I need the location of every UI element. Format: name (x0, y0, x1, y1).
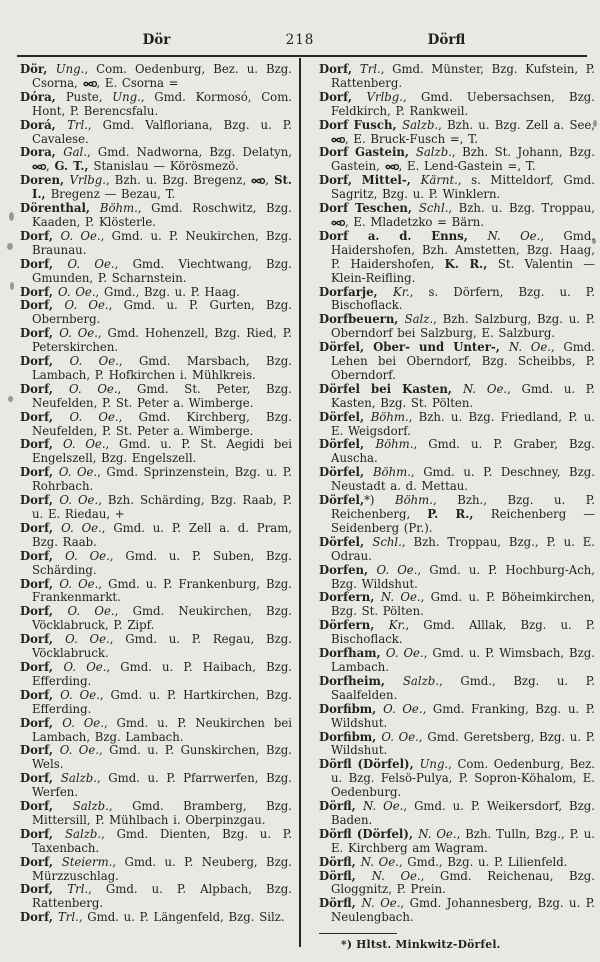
bold-text: Dorf, (20, 799, 73, 814)
posthorn-icon (385, 163, 399, 171)
entry-text: , Gmd. Roschwitz, Bzg. Kaaden, P. Klösterle. (32, 201, 292, 229)
entry-text: , E. Mladetzko = Bärn. (345, 214, 485, 229)
bold-text: Dörenthal, (20, 201, 100, 216)
entry-text: , Gmd. Sprinzenstein, Bzg. u. P. Rohrbach. (32, 465, 292, 494)
bold-text: Dorf, (20, 659, 64, 674)
entry-text: , Gmd. u. P. Böheimkirchen, Bzg. St. Pölten. (331, 590, 595, 619)
entry (20, 605, 292, 633)
entry-text: , Gmd. u. P. Haibach, Bzg. Efferding. (32, 659, 293, 688)
region-abbr: Salzb. (402, 117, 439, 132)
entry-text: , Gmd. u. P. Kasten, Bzg. St. Pölten. (331, 381, 595, 410)
region-abbr: N. Oe. (360, 854, 399, 869)
entry (20, 661, 292, 689)
entry-text: , Gmd. Marsbach, Bzg. Lambach, P. Hofkirchen i. Mühlkreis. (32, 354, 292, 382)
entry (319, 800, 595, 828)
entry (319, 202, 595, 230)
entry (20, 230, 292, 258)
bold-text: Dörfel, (319, 409, 371, 424)
entry (319, 591, 595, 619)
region-abbr: O. Oe. (58, 284, 96, 299)
entry-text: , Gmd. Uebersachsen, Bzg. Feldkirch, P. Rankweil. (331, 89, 595, 118)
entry (20, 411, 292, 439)
bold-text: Dorf, (20, 576, 60, 591)
entry-text: , Gmd. Nadworna, Bzg. Delatyn, (87, 145, 292, 160)
bold-text: Dorf Fusch, (319, 117, 403, 132)
entry (20, 883, 292, 911)
posthorn-icon (251, 177, 265, 185)
region-abbr: Schl. (372, 534, 402, 549)
posthorn-icon (32, 163, 46, 171)
entry (319, 63, 595, 91)
entry-text: , Gmd. Neukirchen, Bzg. Vöcklabruck, P. Zipf. (32, 604, 293, 633)
entry (20, 828, 292, 856)
region-abbr: O. Oe. (59, 493, 99, 508)
bold-text: Dorf, (319, 62, 360, 76)
bold-text: Dorf Teschen, (319, 201, 419, 216)
entry (319, 619, 595, 647)
entry (20, 202, 292, 230)
region-abbr: O. Oe. (63, 437, 106, 452)
entry (319, 119, 595, 147)
region-abbr: Böhm. (395, 493, 433, 508)
entry-text: , Bzh. St. Johann, Bzg. Gastein, (331, 145, 595, 174)
entry-text: , Gmd. u. P. Weikersdorf, Bzg. Baden. (331, 799, 595, 827)
region-abbr: Ung. (419, 757, 449, 772)
bold-text: Dorf, (319, 89, 367, 104)
posthorn-icon (331, 136, 345, 144)
entry (319, 564, 595, 592)
region-abbr: O. Oe. (64, 298, 109, 313)
entry-text: , Gmd. u. P. Graber, Bzg. Auscha. (331, 437, 595, 466)
bold-text: Dorfbeuern, (319, 312, 405, 327)
bold-text: Dörfel, (319, 437, 376, 452)
entry (20, 286, 292, 300)
entry-text: Puste, (65, 89, 113, 104)
bold-text: Dorf, (20, 228, 61, 243)
region-abbr: N. Oe. (487, 228, 541, 243)
entry-text: , Gmd. Münster, Bzg. Kufstein, P. Rattenberg. (331, 62, 595, 90)
bold-text: Dorfibm, (319, 701, 384, 716)
entry (319, 897, 595, 925)
bold-text: Dorf, (20, 604, 68, 619)
region-abbr: Steierm. (61, 854, 113, 869)
entry (319, 870, 595, 898)
region-abbr: O. Oe. (381, 729, 419, 744)
region-abbr: O. Oe. (69, 354, 119, 369)
entry-text: , Gmd. Kormosó, Com. Hont, P. Berencsfalu. (32, 89, 292, 118)
page-number: 218 (285, 32, 315, 48)
region-abbr: O. Oe. (69, 409, 119, 424)
entry (319, 675, 595, 703)
entry-text: , Com. Oedenburg, Bez. u. Bzg. Felsö-Pulya, P. Sopron-Köhalom, E. Oedenburg. (331, 757, 595, 800)
region-abbr: O. Oe. (65, 632, 110, 647)
entry-text: , Gmd. Lehen bei Oberndorf, Bzg. Scheibbs, P. Oberndorf. (331, 340, 596, 382)
entry-text: , Gmd. u. P. Neukirchen bei Lambach, Bzg. Lambach. (32, 715, 292, 744)
region-abbr: Salzb. (72, 799, 109, 814)
entry (319, 494, 595, 536)
entry-text: , (46, 159, 55, 174)
entry (319, 438, 595, 466)
bold-text: Dorf, (20, 548, 66, 563)
region-abbr: Trl. (359, 62, 381, 76)
entry-text: , Bzh. Troppau, Bzg., P. u. E. Odrau. (331, 534, 595, 563)
entry-text: , Bzh. Schärding, Bzg. Raab, P. u. E. Riedau, + (32, 493, 292, 521)
bold-text: Dorf, (20, 284, 58, 299)
region-abbr: Schl. (418, 201, 449, 216)
bold-text: Dorá, (20, 117, 68, 132)
bold-text: Dorf, (20, 437, 63, 452)
entry (20, 522, 292, 550)
entry (319, 313, 595, 341)
entry (20, 856, 292, 884)
entry (20, 550, 292, 578)
bold-text: Dorfen, (319, 562, 377, 577)
bold-text: Dörfel, Ober- und Unter-, (319, 340, 509, 355)
bold-text: Dörfern, (319, 618, 389, 633)
entry (319, 758, 595, 800)
entry (319, 286, 595, 314)
bold-text: Dorf Gastein, (319, 145, 416, 160)
entry (319, 383, 595, 411)
bold-text: Dorfheim, (319, 673, 403, 688)
region-abbr: O. Oe. (65, 548, 110, 563)
region-abbr: Salzb. (60, 771, 97, 786)
entry (20, 146, 292, 174)
bold-text: Dorf, (20, 520, 62, 535)
bold-text: Dorf, (20, 826, 66, 841)
entry-text: , Gmd. u. P. Alpbach, Bzg. Rattenberg. (32, 882, 292, 911)
entry-text: , Gmd. Geretsberg, Bzg. u. P. Wildshut. (331, 729, 596, 758)
entry-text: , Gmd. u. P. Wimsbach, Bzg. Lambach. (331, 646, 595, 674)
entry-text: , Com. Oedenburg, Bez. u. Bzg. Csorna, (32, 62, 292, 90)
region-abbr: Salzb. (415, 145, 452, 160)
entry-text: , Gmd. Franking, Bzg. u. P. Wildshut. (331, 701, 595, 730)
entry (20, 174, 292, 202)
entry-text: , Gmd., Bzg. u. P. Lilienfeld. (398, 854, 568, 869)
header-right-keyword: Dörfl (427, 32, 466, 48)
bold-text: Dörfl, (319, 799, 363, 814)
entry-text: , Gmd. u. P. Gurten, Bzg. Obernberg. (32, 298, 292, 327)
bold-text: Dorf, (20, 409, 70, 424)
entry (319, 536, 595, 564)
bold-text: Dörfl, (319, 854, 361, 869)
region-abbr: Salzb. (65, 826, 102, 841)
entry-text: , Gmd. Johannesberg, Bzg. u. P. Neulengbach. (331, 896, 595, 925)
bold-text: Dorf, (20, 326, 60, 341)
entry (319, 828, 595, 856)
entry (319, 731, 595, 759)
entry (319, 856, 595, 870)
entry-text: , Gmd. u. P. Zell a. d. Pram, Bzg. Raab. (32, 520, 292, 549)
region-abbr: O. Oe. (60, 228, 101, 243)
entry (20, 633, 292, 661)
entry-text: , Gmd. u. P. Suben, Bzg. Schärding. (32, 548, 292, 577)
entry-text: , Gmd. u. P. Hochburg-Ach, Bzg. Wildshut. (331, 562, 595, 591)
bold-text: Dorf, (20, 632, 66, 647)
header-left-keyword: Dör (142, 32, 171, 48)
entry-text: , Gmd. u. P. Pfarrwerfen, Bzg. Werfen. (32, 771, 293, 800)
region-abbr: Ung. (55, 62, 85, 76)
entry-text: , Gmd. u. P. Neukirchen, Bzg. Braunau. (32, 228, 292, 257)
bold-text: Dorf, (20, 298, 65, 313)
entry (319, 230, 595, 286)
text-columns (20, 62, 596, 952)
region-abbr: Vrlbg. (366, 89, 403, 104)
entry (319, 411, 595, 439)
region-abbr: N. Oe. (462, 381, 508, 396)
bold-text: Dörfel, (319, 465, 373, 480)
header-rule (17, 55, 587, 57)
bold-text: Dorf a. d. Enns, (319, 228, 488, 243)
entry (20, 91, 292, 119)
entry-text: , Bzh., Bzg. u. P. Reichenberg, (331, 493, 595, 521)
entry (20, 355, 292, 383)
bold-text: Dora, (20, 145, 64, 160)
column-right-entries (319, 63, 595, 951)
entry (20, 438, 292, 466)
entry (319, 466, 595, 494)
bold-text: Dorf, (20, 771, 61, 786)
entry (20, 744, 292, 772)
entry-text: , Bzh. Salzburg, Bzg. u. P. Oberndorf bei Salzburg, E. Salzburg. (331, 312, 595, 341)
region-abbr: Salzb. (402, 673, 439, 688)
bold-text: Dör, (20, 62, 56, 76)
bold-text: Dóra, (20, 89, 66, 104)
region-abbr: Böhm. (375, 437, 414, 452)
entry (319, 647, 595, 675)
region-abbr: O. Oe. (67, 256, 115, 271)
bold-text: Dörfl (Dörfel), (319, 826, 419, 841)
bold-text: Dorf, (20, 910, 58, 925)
entry (20, 689, 292, 717)
bold-text: Dörfel, (319, 493, 365, 508)
entry-text: , Gmd. Hohenzell, Bzg. Ried, P. Peterskirchen. (32, 326, 292, 355)
region-abbr: O. Oe. (383, 701, 423, 716)
column-left-entries (20, 63, 292, 951)
entry-text: *) (364, 493, 396, 508)
bold-text: Dorf, (20, 882, 68, 897)
posthorn-icon (83, 80, 97, 88)
entry-text: , Gmd. u. P. Regau, Bzg. Vöcklabruck. (32, 632, 292, 661)
entry-text: , Bzh. Tulln, Bzg., P. u. E. Kirchberg am Wagram. (331, 826, 595, 855)
region-abbr: N. Oe. (361, 896, 401, 911)
region-abbr: Kr. (388, 618, 406, 633)
entry-text: , Gmd. Bramberg, Bzg. Mittersill, P. Mühlbach i. Oberpinzgau. (32, 799, 293, 827)
entry-text: , Gmd. Reichenau, Bzg. Gloggnitz, P. Prein. (331, 868, 595, 897)
region-abbr: Kr. (393, 284, 410, 299)
bold-text: Dorf, (20, 687, 61, 702)
entry-text: , Bzh. u. Bzg. Troppau, (448, 201, 596, 216)
entry (20, 800, 292, 828)
bold-text: Dorf, (20, 354, 70, 369)
bold-text: G. T., (54, 159, 94, 174)
region-abbr: O. Oe. (61, 520, 102, 535)
region-abbr: Ung. (112, 89, 141, 104)
entry-text: , Gmd. Valfloriana, Bzg. u. P. Cavalese. (32, 117, 292, 146)
bold-text: P. R., (427, 507, 491, 521)
bold-text: Dorf, (20, 854, 62, 869)
bold-text: Dorfibm, (319, 729, 382, 744)
region-abbr: Böhm. (370, 409, 409, 424)
entry (319, 341, 595, 383)
entry-text: St. Valentin — Klein-Reifling. (331, 256, 595, 285)
region-abbr: O. Oe. (376, 562, 418, 577)
entry (20, 119, 292, 147)
region-abbr: N. Oe. (508, 340, 551, 355)
entry (20, 578, 292, 606)
entry-text: Reichenberg — Seidenberg (Pr.). (331, 507, 595, 535)
bold-text: Dörfl, (319, 868, 372, 883)
entry-text: , E. Csorna = (96, 75, 179, 90)
running-head (0, 32, 600, 52)
entry (20, 327, 292, 355)
bold-text: Doren, (20, 173, 70, 188)
posthorn-icon (331, 219, 345, 227)
entry-text: , Gmd. Haidershofen, Bzh. Amstetten, Bzg. Haag, P. Haidershofen, (331, 228, 596, 271)
entry-text: , Gmd., Bzg. u. P. Haag. (95, 284, 240, 299)
entry-text: Stanislau — Körösmezö. (93, 159, 239, 174)
region-abbr: O. Oe. (69, 381, 118, 396)
bold-text: K. R., (444, 256, 498, 271)
footnote-rule (319, 933, 397, 934)
entry (319, 91, 595, 119)
bold-text: Dorf, (20, 256, 68, 271)
entry (20, 772, 292, 800)
bold-text: Dörfl, (319, 896, 362, 911)
region-abbr: Gal. (63, 145, 88, 160)
region-abbr: O. Oe. (60, 687, 100, 702)
entry-text: , Gmd. Kirchberg, Bzg. Neufelden, P. St. Peter a. Wimberge. (32, 409, 293, 438)
entry-text: , s. Mitteldorf, Gmd. Sagritz, Bzg. u. P. Winklern. (331, 173, 595, 202)
entry-text: , Gmd. u. P. St. Aegidi bei Engelszell, Bzg. Engelszell. (32, 437, 292, 466)
bold-text: Dorfarje, (319, 284, 394, 299)
region-abbr: N. Oe. (418, 826, 457, 841)
footnote: *) Hltst. Minkwitz-Dörfel. (341, 938, 501, 952)
region-abbr: Böhm. (99, 201, 138, 216)
region-abbr: Salz. (404, 312, 434, 327)
entry (20, 299, 292, 327)
region-abbr: O. Oe. (385, 646, 424, 661)
bold-text: Dörfel, (319, 534, 373, 549)
bold-text: St. I., (32, 173, 292, 202)
region-abbr: Trl. (67, 117, 88, 132)
region-abbr: Böhm. (372, 465, 411, 480)
region-abbr: O. Oe. (59, 576, 99, 591)
entry-text: , Gmd. St. Peter, Bzg. Neufelden, P. St. Peter a. Wimberge. (32, 381, 292, 410)
bold-text: Dorfern, (319, 590, 381, 605)
bold-text: Dörfel bei Kasten, (319, 381, 463, 396)
bold-text: Dorf, (20, 381, 69, 396)
entry (20, 383, 292, 411)
entry (20, 494, 292, 522)
region-abbr: Vrlbg. (69, 173, 106, 188)
entry-text: , Gmd. u. P. Neuberg, Bzg. Mürzzuschlag. (32, 854, 293, 883)
entry-text: , Gmd. Viechtwang, Bzg. Gmunden, P. Scharnstein. (32, 256, 292, 285)
entry-text: , E. Lend-Gastein =, T. (398, 159, 536, 174)
region-abbr: N. Oe. (362, 799, 404, 814)
region-abbr: Trl. (58, 910, 79, 925)
region-abbr: O. Oe. (62, 715, 104, 730)
region-abbr: Kärnt. (420, 173, 458, 188)
entry-text: , Gmd. u. P. Frankenburg, Bzg. Frankenmarkt. (32, 576, 292, 605)
entry-text: , (265, 173, 275, 188)
entry-text: , s. Dörfern, Bzg. u. P. Bischoflack. (331, 284, 595, 313)
entry-text: , Bzh. u. Bzg. Bregenz, (106, 173, 252, 188)
entry (319, 146, 595, 174)
region-abbr: O. Oe. (59, 743, 100, 758)
bold-text: Dorfham, (319, 646, 386, 661)
bold-text: Dorf, (20, 465, 59, 480)
entry-text: , Gmd. u. P. Hartkirchen, Bzg. Efferding. (32, 687, 293, 716)
region-abbr: Trl. (67, 882, 89, 897)
entry-text: , Gmd. u. P. Deschney, Bzg. Neustadt a. d. Mettau. (331, 465, 595, 494)
entry-text: , Gmd. u. P. Gunskirchen, Bzg. Wels. (32, 743, 293, 772)
entry (319, 703, 595, 731)
region-abbr: O. Oe. (63, 659, 107, 674)
entry-text: , Gmd., Bzg. u. P. Saalfelden. (331, 673, 595, 702)
bold-text: Dörfl (Dörfel), (319, 757, 420, 772)
bold-text: Dorf, (20, 743, 60, 758)
entry (20, 911, 292, 925)
region-abbr: O. Oe. (67, 604, 115, 619)
entry-text: , E. Bruck-Fusch =, T. (345, 131, 478, 146)
entry-text: , Gmd. u. P. Längenfeld, Bzg. Silz. (78, 910, 285, 925)
entry-text: , Bzh. u. Bzg. Friedland, P. u. E. Weigsdorf. (331, 409, 595, 438)
region-abbr: O. Oe. (59, 326, 98, 341)
entry (20, 466, 292, 494)
entry-text: , Bzh. u. Bzg. Zell a. See, (438, 117, 595, 132)
entry (20, 258, 292, 286)
entry (20, 63, 292, 91)
entry-text: Bregenz — Bezau, T. (50, 187, 176, 202)
bold-text: Dorf, Mittel-, (319, 173, 421, 188)
region-abbr: O. Oe. (58, 465, 98, 480)
entry-text: , Gmd. Alllak, Bzg. u. P. Bischoflack. (331, 618, 595, 647)
bold-text: Dorf, (20, 715, 63, 730)
entry (319, 174, 595, 202)
entry (20, 717, 292, 745)
region-abbr: N. Oe. (380, 590, 421, 605)
region-abbr: N. Oe. (371, 868, 421, 883)
bold-text: Dorf, (20, 493, 60, 508)
entry-text: , Gmd. Dienten, Bzg. u. P. Taxenbach. (32, 826, 292, 855)
